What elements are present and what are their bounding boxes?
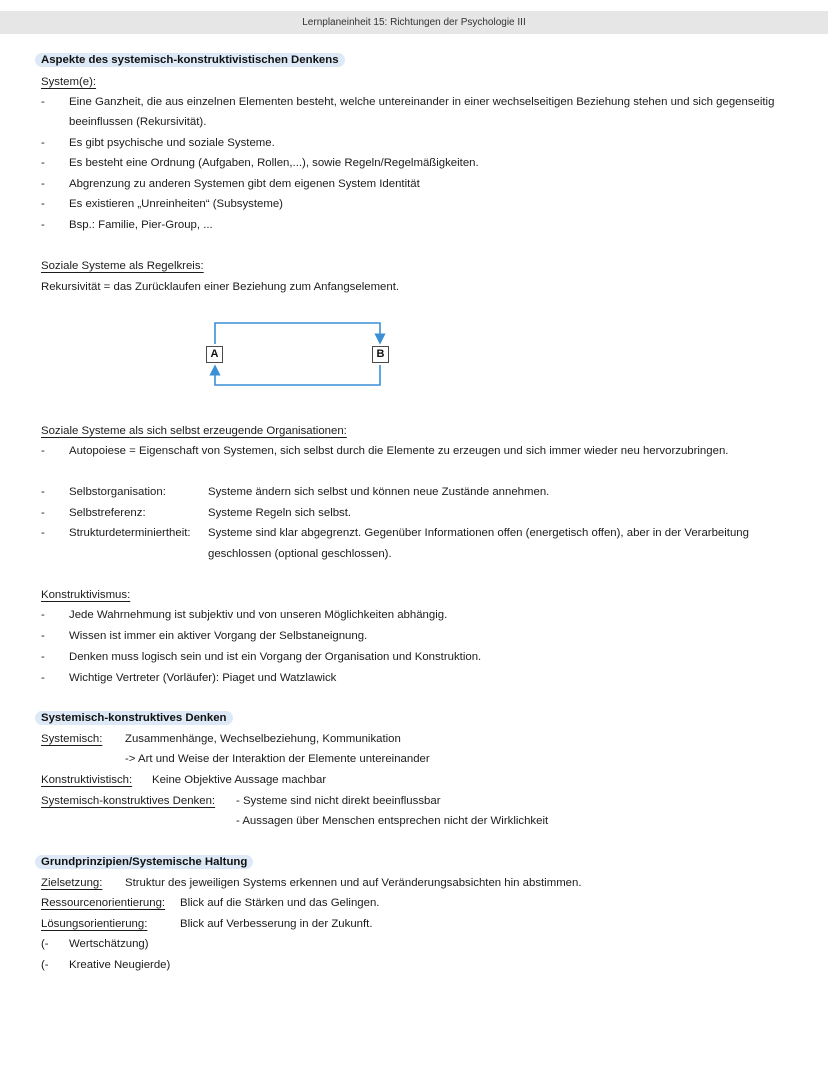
rekursivitaet-definition: Rekursivität = das Zurücklaufen einer Beziehung zum Anfangselement. <box>41 281 400 293</box>
list-item: Abgrenzung zu anderen Systemen gibt dem eigenen System Identität <box>69 178 420 190</box>
bullet-dash: - <box>41 630 45 642</box>
arrow-a-to-b <box>215 323 380 344</box>
autopoiese-item: Autopoiese = Eigenschaft von Systemen, sich selbst durch die Elemente zu erzeugen und sich immer wieder neu hervorzubringen. <box>69 445 729 457</box>
bullet-dash: - <box>41 445 45 457</box>
bullet-dash: - <box>41 527 45 539</box>
list-item: Es gibt psychische und soziale Systeme. <box>69 137 275 149</box>
section-title-text: Aspekte des systemisch-konstruktivistischen Denkens <box>35 53 345 67</box>
term-label: Selbstreferenz: <box>69 507 146 519</box>
sk-denken-text: - Systeme sind nicht direkt beeinflussbar <box>236 795 441 807</box>
section-title-text: Systemisch-konstruktives Denken <box>35 711 233 725</box>
term-label: Selbstorganisation: <box>69 486 166 498</box>
list-item-continuation: beeinflussen (Rekursivität). <box>69 116 207 128</box>
section-title-aspekte <box>41 53 345 67</box>
term-description-continuation: geschlossen (optional geschlossen). <box>208 548 392 560</box>
list-item: Bsp.: Familie, Pier-Group, ... <box>69 219 213 231</box>
list-item: Eine Ganzheit, die aus einzelnen Elementen besteht, welche untereinander in einer wechselseitigen Beziehung stehen und sich gegenseitig <box>69 96 775 108</box>
node-a: A <box>206 346 223 363</box>
regelkreis-diagram <box>200 315 400 395</box>
bullet-dash: - <box>41 157 45 169</box>
bullet-dash: - <box>41 672 45 684</box>
paren-bullet: (- <box>41 938 49 950</box>
bullet-dash: - <box>41 609 45 621</box>
arrow-b-to-a <box>215 365 380 385</box>
list-item: Wissen ist immer ein aktiver Vorgang der Selbstaneignung. <box>69 630 368 642</box>
bullet-dash: - <box>41 96 45 108</box>
bullet-dash: - <box>41 486 45 498</box>
bullet-dash: - <box>41 507 45 519</box>
konstruktivistisch-text: Keine Objektive Aussage machbar <box>152 774 327 786</box>
subtitle-systeme: System(e): <box>41 76 97 88</box>
bullet-dash: - <box>41 137 45 149</box>
subtitle-regelkreis: Soziale Systeme als Regelkreis: <box>41 260 204 272</box>
term-label: Strukturdeterminiertheit: <box>69 527 191 539</box>
list-item: Wertschätzung) <box>69 938 149 950</box>
loesungsorientierung-label: Lösungsorientierung: <box>41 918 148 930</box>
subtitle-konstruktivismus: Konstruktivismus: <box>41 589 131 601</box>
bullet-dash: - <box>41 178 45 190</box>
systemisch-label: Systemisch: <box>41 733 103 745</box>
bullet-dash: - <box>41 651 45 663</box>
list-item: Es existieren „Unreinheiten“ (Subsysteme) <box>69 198 283 210</box>
subtitle-organisationen: Soziale Systeme als sich selbst erzeugende Organisationen: <box>41 425 347 437</box>
section-title-grundprinzipien <box>41 855 253 869</box>
list-item: Es besteht eine Ordnung (Aufgaben, Rollen,...), sowie Regeln/Regelmäßigkeiten. <box>69 157 479 169</box>
page-header: Lernplaneinheit 15: Richtungen der Psychologie III <box>0 11 828 34</box>
loesungsorientierung-text: Blick auf Verbesserung in der Zukunft. <box>180 918 373 930</box>
list-item: Wichtige Vertreter (Vorläufer): Piaget und Watzlawick <box>69 672 337 684</box>
term-description: Systeme sind klar abgegrenzt. Gegenüber Informationen offen (energetisch offen), aber in der Verarbeitung <box>208 527 749 539</box>
sk-denken-text-2: - Aussagen über Menschen entsprechen nicht der Wirklichkeit <box>236 815 549 827</box>
zielsetzung-label: Zielsetzung: <box>41 877 103 889</box>
term-description: Systeme ändern sich selbst und können neue Zustände annehmen. <box>208 486 550 498</box>
systemisch-text: Zusammenhänge, Wechselbeziehung, Kommunikation <box>125 733 401 745</box>
konstruktivistisch-label: Konstruktivistisch: <box>41 774 133 786</box>
paren-bullet: (- <box>41 959 49 971</box>
ressourcenorientierung-label: Ressourcenorientierung: <box>41 897 166 909</box>
list-item: Kreative Neugierde) <box>69 959 171 971</box>
section-title-systemisch-konstruktiv <box>41 711 233 725</box>
sk-denken-label: Systemisch-konstruktives Denken: <box>41 795 216 807</box>
ressourcenorientierung-text: Blick auf die Stärken und das Gelingen. <box>180 897 380 909</box>
term-description: Systeme Regeln sich selbst. <box>208 507 352 519</box>
bullet-dash: - <box>41 198 45 210</box>
bullet-dash: - <box>41 219 45 231</box>
node-b: B <box>372 346 389 363</box>
zielsetzung-text: Struktur des jeweiligen Systems erkennen und auf Veränderungsabsichten hin abstimmen. <box>125 877 582 889</box>
systemisch-text-2: -> Art und Weise der Interaktion der Elemente untereinander <box>125 753 430 765</box>
section-title-text: Grundprinzipien/Systemische Haltung <box>35 855 253 869</box>
list-item: Denken muss logisch sein und ist ein Vorgang der Organisation und Konstruktion. <box>69 651 482 663</box>
list-item: Jede Wahrnehmung ist subjektiv und von unseren Möglichkeiten abhängig. <box>69 609 448 621</box>
